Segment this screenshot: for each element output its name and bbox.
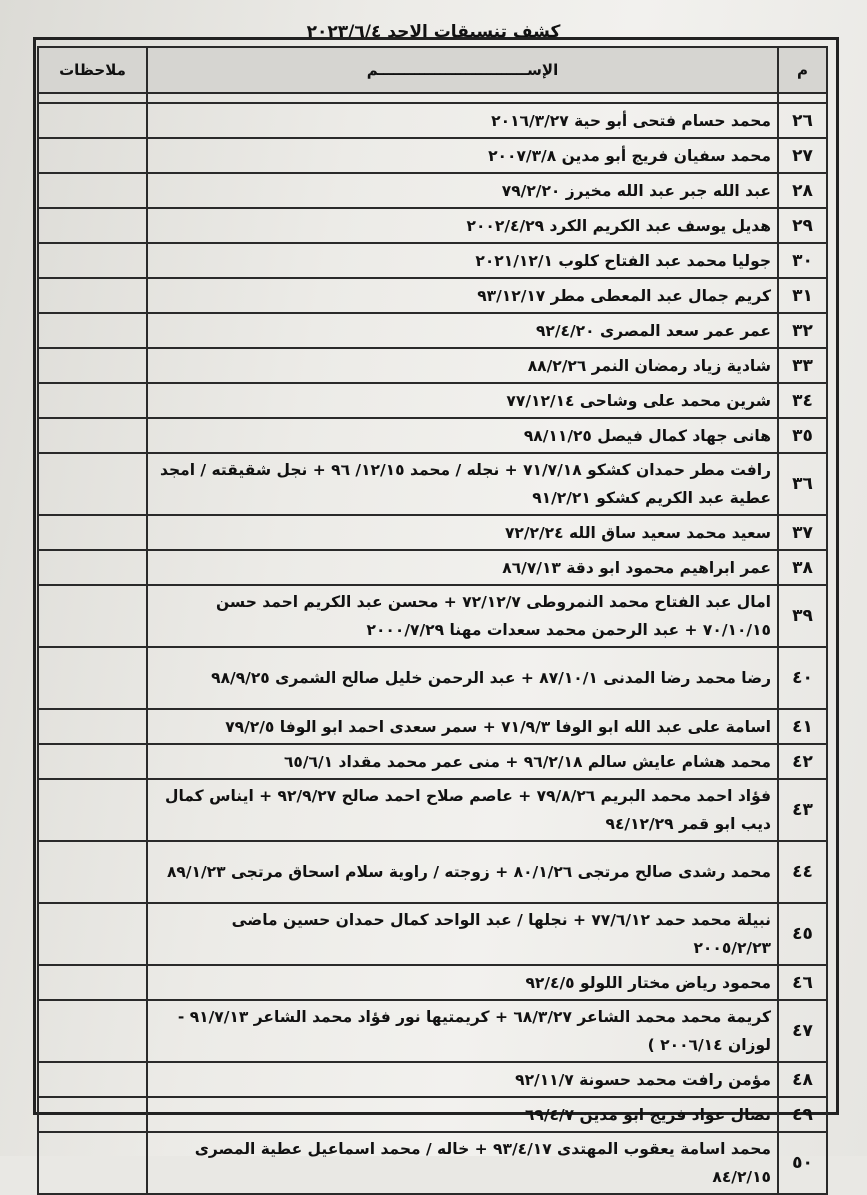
row-notes [38, 313, 147, 348]
row-number: ٤٧ [778, 1000, 827, 1062]
table-row [38, 779, 827, 841]
row-notes [38, 1062, 147, 1097]
row-notes [38, 550, 147, 585]
row-notes [38, 243, 147, 278]
row-number: ٤٥ [778, 903, 827, 965]
table-row [38, 1062, 827, 1097]
row-number: ٤٩ [778, 1097, 827, 1132]
row-number: ٣٤ [778, 383, 827, 418]
row-name: هانى جهاد كمال فيصل ٩٨/١١/٢٥ [147, 418, 778, 453]
table-row [38, 550, 827, 585]
row-name: محمد سفيان فريج أبو مدين ٢٠٠٧/٣/٨ [147, 138, 778, 173]
row-notes [38, 1097, 147, 1132]
row-number: ٤١ [778, 709, 827, 744]
row-notes [38, 453, 147, 515]
row-number: ٢٧ [778, 138, 827, 173]
table-row [38, 709, 827, 744]
table-row [38, 903, 827, 965]
table-header-row [38, 47, 827, 93]
row-number: ٤٦ [778, 965, 827, 1000]
table-row [38, 744, 827, 779]
row-name: نبيلة محمد حمد ٧٧/٦/١٢ + نجلها / عبد الواحد كمال حمدان حسين ماضى ٢٠٠٥/٢/٢٣ [147, 903, 778, 965]
row-name: مؤمن رافت محمد حسونة ٩٢/١١/٧ [147, 1062, 778, 1097]
row-name: كريمة محمد محمد الشاعر ٦٨/٣/٢٧ + كريمتيها نور فؤاد محمد الشاعر ٩١/٧/١٣ - لوزان ٢٠٠٦/١٤ ) [147, 1000, 778, 1062]
row-name: رافت مطر حمدان كشكو ٧١/٧/١٨ + نجله / محمد ١٢/١٥/ ٩٦ + نجل شقيقته / امجد عطية عبد الكريم كشكو ٩١/٢/٢١ [147, 453, 778, 515]
row-name: محمد اسامة يعقوب المهتدى ٩٣/٤/١٧ + خاله / محمد اسماعيل عطية المصرى ٨٤/٢/١٥ [147, 1132, 778, 1194]
row-name: هديل يوسف عبد الكريم الكرد ٢٠٠٢/٤/٢٩ [147, 208, 778, 243]
table-row [38, 841, 827, 903]
row-notes [38, 173, 147, 208]
row-name: امال عبد الفتاح محمد النمروطى ٧٢/١٢/٧ + محسن عبد الكريم احمد حسن ٧٠/١٠/١٥ + عبد الرحمن محمد سعدات مهنا ٢٠٠٠/٧/٢٩ [147, 585, 778, 647]
row-number: ٣٩ [778, 585, 827, 647]
row-notes [38, 841, 147, 903]
table-row [38, 103, 827, 138]
table-body [38, 93, 827, 1194]
row-number: ٣٢ [778, 313, 827, 348]
row-name: كريم جمال عبد المعطى مطر ٩٣/١٢/١٧ [147, 278, 778, 313]
row-number: ٣٥ [778, 418, 827, 453]
row-number: ٣٠ [778, 243, 827, 278]
row-name: محمود رياض مختار اللولو ٩٢/٤/٥ [147, 965, 778, 1000]
row-name: محمد هشام عايش سالم ٩٦/٢/١٨ + منى عمر محمد مقداد ٦٥/٦/١ [147, 744, 778, 779]
row-number: ٣٦ [778, 453, 827, 515]
row-notes [38, 103, 147, 138]
row-notes [38, 1000, 147, 1062]
row-number: ٤٢ [778, 744, 827, 779]
table-row [38, 1097, 827, 1132]
table-row [38, 1000, 827, 1062]
table-row [38, 515, 827, 550]
table-row [38, 138, 827, 173]
row-name: محمد رشدى صالح مرتجى ٨٠/١/٢٦ + زوجته / راوية سلام اسحاق مرتجى ٨٩/١/٢٣ [147, 841, 778, 903]
table-row [38, 278, 827, 313]
header-notes: ملاحظات [38, 47, 147, 93]
row-number: ٣٨ [778, 550, 827, 585]
table-row [38, 453, 827, 515]
row-notes [38, 647, 147, 709]
row-notes [38, 418, 147, 453]
table-row [38, 313, 827, 348]
table-row [38, 243, 827, 278]
table-row [38, 1132, 827, 1194]
row-notes [38, 1132, 147, 1194]
row-name: اسامة على عبد الله ابو الوفا ٧١/٩/٣ + سمر سعدى احمد ابو الوفا ٧٩/٢/٥ [147, 709, 778, 744]
row-name: فؤاد احمد محمد البريم ٧٩/٨/٢٦ + عاصم صلاح احمد صالح ٩٢/٩/٢٧ + ايناس كمال ديب ابو قمر ٩٤/١٢/٢٩ [147, 779, 778, 841]
row-notes [38, 348, 147, 383]
row-name: شادية زياد رمضان النمر ٨٨/٢/٢٦ [147, 348, 778, 383]
row-number: ٤٠ [778, 647, 827, 709]
row-notes [38, 779, 147, 841]
row-number: ٤٤ [778, 841, 827, 903]
row-notes [38, 208, 147, 243]
table-row [38, 965, 827, 1000]
table-row [38, 348, 827, 383]
header-num: م [778, 47, 827, 93]
row-name: عمر عمر سعد المصرى ٩٢/٤/٢٠ [147, 313, 778, 348]
table-row [38, 418, 827, 453]
row-notes [38, 585, 147, 647]
row-name: شرين محمد على وشاحى ٧٧/١٢/١٤ [147, 383, 778, 418]
names-table [37, 46, 828, 1195]
row-number: ٥٠ [778, 1132, 827, 1194]
page-title: كشف تنسيقات الاحد ٢٠٢٣/٦/٤ [306, 22, 561, 42]
header-spacer [38, 93, 827, 103]
row-notes [38, 709, 147, 744]
row-notes [38, 515, 147, 550]
row-notes [38, 903, 147, 965]
row-number: ٢٩ [778, 208, 827, 243]
row-name: عبد الله جبر عبد الله مخيرز ٧٩/٢/٢٠ [147, 173, 778, 208]
row-name: رضا محمد رضا المدنى ٨٧/١٠/١ + عبد الرحمن خليل صالح الشمرى ٩٨/٩/٢٥ [147, 647, 778, 709]
table-row [38, 647, 827, 709]
row-notes [38, 138, 147, 173]
row-notes [38, 383, 147, 418]
table-row [38, 383, 827, 418]
row-number: ٣١ [778, 278, 827, 313]
row-name: عمر ابراهيم محمود ابو دقة ٨٦/٧/١٣ [147, 550, 778, 585]
row-name: محمد حسام فتحى أبو حية ٢٠١٦/٣/٢٧ [147, 103, 778, 138]
table-row [38, 585, 827, 647]
row-name: سعيد محمد سعيد ساق الله ٧٢/٢/٢٤ [147, 515, 778, 550]
row-name: جوليا محمد عبد الفتاح كلوب ٢٠٢١/١٢/١ [147, 243, 778, 278]
row-number: ٢٨ [778, 173, 827, 208]
table-row [38, 173, 827, 208]
row-notes [38, 744, 147, 779]
row-notes [38, 965, 147, 1000]
row-number: ٣٣ [778, 348, 827, 383]
row-name: نضال عواد فريج ابو مدين ٦٩/٤/٧ [147, 1097, 778, 1132]
table-row [38, 208, 827, 243]
row-number: ٤٣ [778, 779, 827, 841]
row-number: ٣٧ [778, 515, 827, 550]
row-notes [38, 278, 147, 313]
header-name: الإســـــــــــــــــــــــــــــم [147, 47, 778, 93]
row-number: ٤٨ [778, 1062, 827, 1097]
row-number: ٢٦ [778, 103, 827, 138]
